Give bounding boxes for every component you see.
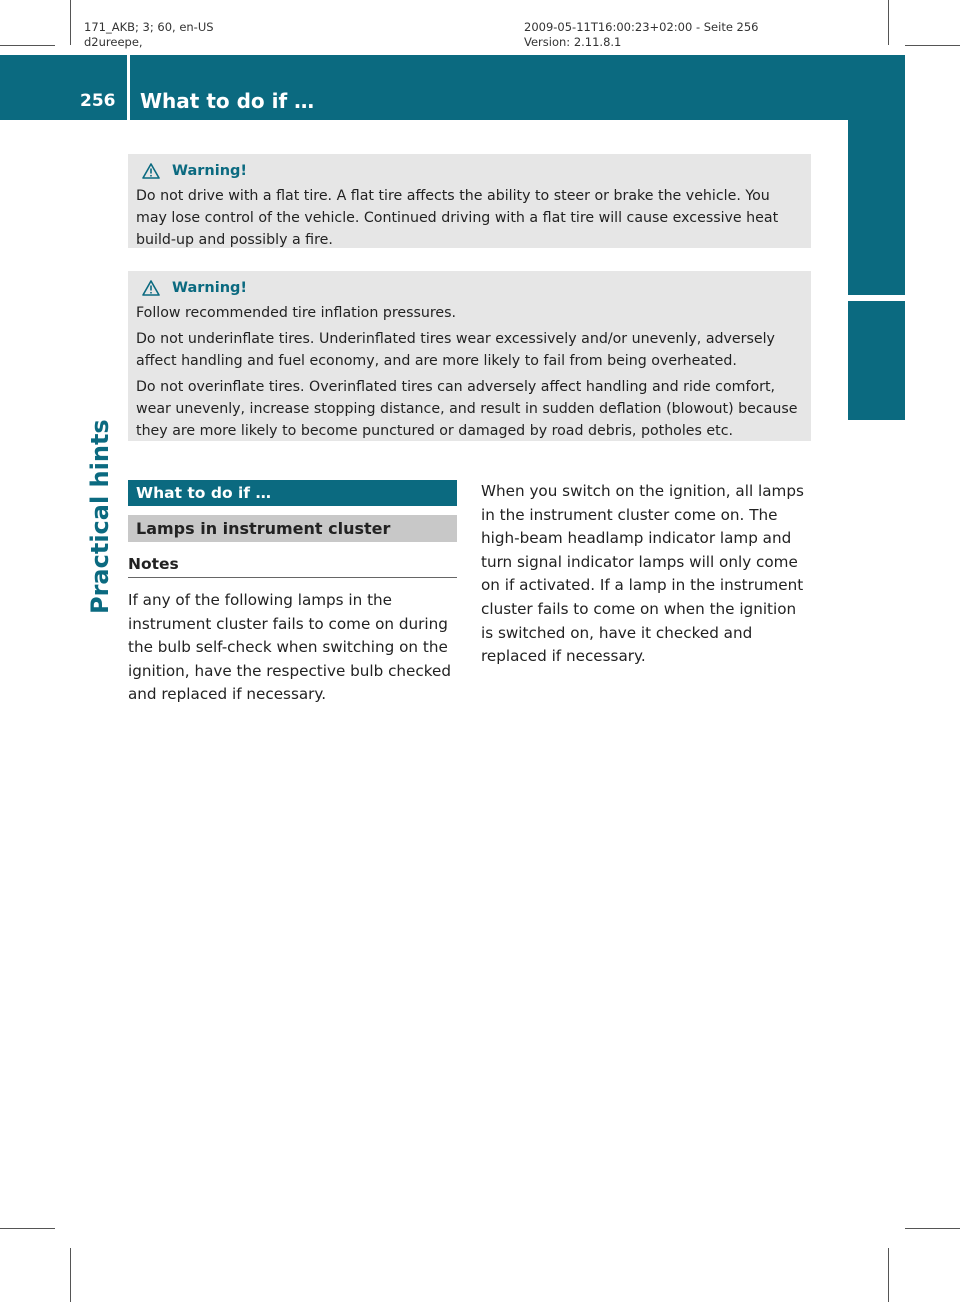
warning-box-inflation bbox=[128, 271, 811, 441]
crop-mark bbox=[0, 1228, 55, 1229]
warning-header bbox=[136, 277, 801, 299]
side-tab-marker bbox=[848, 365, 905, 420]
print-meta-left bbox=[84, 20, 214, 50]
page-number: 256 bbox=[80, 91, 116, 111]
crop-mark bbox=[70, 1248, 71, 1302]
side-tab-label: Practical hints bbox=[86, 419, 114, 614]
section-heading: What to do if … bbox=[128, 480, 457, 506]
warning-box-flat-tire bbox=[128, 154, 811, 248]
crop-mark bbox=[905, 1228, 960, 1229]
notes-paragraph: If any of the following lamps in the instrument cluster fails to come on during the bulb self-check when switching on the ignition, have the respective bulb checked and replaced if necessary. bbox=[128, 591, 451, 704]
warning-triangle-icon bbox=[142, 163, 160, 179]
lamp-check-paragraph: When you switch on the ignition, all lamps in the instrument cluster come on. The high-beam headlamp indicator lamp and turn signal indicator lamps will only come on if activated. If a lamp in the instrument cluster fails to come on when the ignition is switched on, have it checked and replaced if necessary. bbox=[481, 482, 804, 666]
crop-mark bbox=[70, 0, 71, 45]
subsection-heading: Lamps in instrument cluster bbox=[128, 515, 457, 542]
notes-heading: Notes bbox=[128, 552, 457, 578]
warning-text: Do not overinflate tires. Overinflated tires can adversely affect handling and ride comfort, wear unevenly, increase stopping distance, and result in sudden deflation (blowout) because they are more likely to become punctured or damaged by road debris, potholes etc. bbox=[136, 379, 798, 439]
print-meta-line: 171_AKB; 3; 60, en-US bbox=[84, 20, 214, 34]
print-meta-line: Version: 2.11.8.1 bbox=[524, 35, 622, 49]
warning-title: Warning! bbox=[172, 280, 248, 296]
crop-mark bbox=[888, 0, 889, 45]
header-divider bbox=[127, 55, 130, 125]
crop-mark bbox=[888, 1248, 889, 1302]
crop-mark bbox=[905, 45, 960, 46]
page-title: What to do if … bbox=[140, 89, 315, 113]
warning-title: Warning! bbox=[172, 163, 248, 179]
crop-mark bbox=[0, 45, 55, 46]
print-meta-line: 2009-05-11T16:00:23+02:00 - Seite 256 bbox=[524, 20, 759, 34]
warning-text: Do not drive with a flat tire. A flat tire affects the ability to steer or brake the vehicle. You may lose control of the vehicle. Continued driving with a flat tire will cause excessive heat build-up and possibly a fire. bbox=[136, 188, 779, 248]
warning-text: Follow recommended tire inflation pressures. bbox=[136, 305, 457, 321]
warning-header bbox=[136, 160, 801, 182]
side-tab-gap bbox=[848, 295, 905, 301]
page-header bbox=[0, 55, 905, 120]
print-meta-right bbox=[524, 20, 759, 50]
warning-triangle-icon bbox=[142, 280, 160, 296]
warning-text: Do not underinflate tires. Underinflated tires wear excessively and/or unevenly, adversely affect handling and fuel economy, and are more likely to fail from being overheated. bbox=[136, 331, 775, 369]
print-meta-line: d2ureepe, bbox=[84, 35, 143, 49]
